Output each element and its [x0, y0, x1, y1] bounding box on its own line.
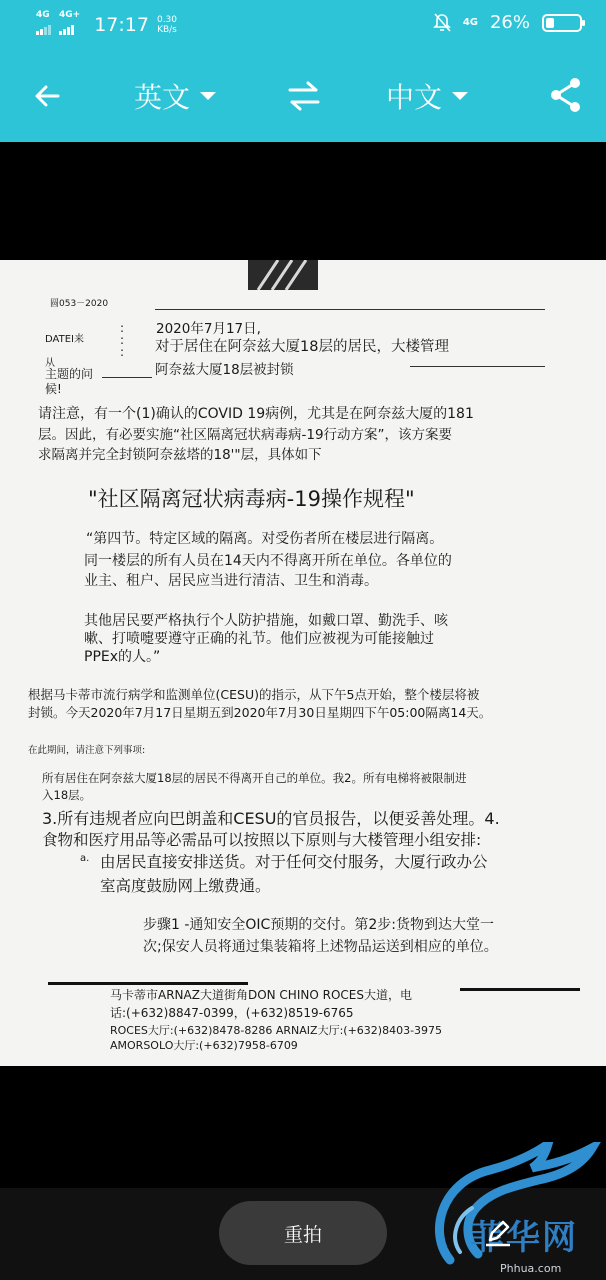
quote-line-4: 其他居民要严格执行个人防护措施，如戴口罩、勤洗手、咳 — [84, 613, 448, 629]
status-right — [433, 12, 582, 33]
back-arrow-icon[interactable] — [28, 76, 68, 116]
reference-number: 圆053－2020 — [50, 299, 109, 309]
translate-toolbar — [0, 48, 606, 142]
subject-label: 主题的问 — [45, 367, 94, 381]
quote-line-6: PPEx的人。” — [84, 649, 161, 665]
document-heading: "社区隔离冠状病毒病-19操作规程" — [88, 487, 415, 511]
quote-line-5: 嗽、打喷嚏要遵守正确的礼节。他们应被视为可能接触过 — [84, 631, 434, 647]
sub-a-marker: a. — [80, 853, 90, 864]
period-note: 在此期间，请注意下列事项: — [28, 745, 146, 756]
cesu-line-2: 封锁。今天2020年7月17日星期五到2020年7月30日星期四下午05:00隔离14天。 — [28, 705, 492, 720]
subject-value: 阿奈兹大厦18层被封锁 — [155, 362, 294, 378]
chevron-down-icon — [452, 92, 468, 100]
item3-line-2: 食物和医疗用品等必需品可以按照以下原则与大楼管理小组安排: — [42, 831, 482, 849]
subject-label-cont: 候! — [45, 382, 62, 396]
divider — [155, 309, 545, 310]
signal-2 — [59, 10, 80, 39]
battery-fill — [546, 18, 554, 28]
divider — [410, 366, 545, 367]
share-icon[interactable] — [548, 76, 584, 114]
intro-line-3: 求隔离并完全封锁阿奈兹塔的18'"层，具体如下 — [38, 447, 322, 463]
status-bar — [0, 0, 606, 48]
step-line-1: 步骤1 -通知安全OIC预期的交付。第2步:货物到达大堂一 — [143, 917, 494, 933]
divider — [102, 377, 152, 378]
footer-rule — [48, 982, 248, 985]
network-speed — [157, 15, 177, 35]
quote-line-1: “第四节。特定区域的隔离。对受伤者所在楼层进行隔离。 — [86, 531, 444, 547]
footer-phone: 话:(+632)8847-0399，(+632)8519-6765 — [110, 1006, 354, 1020]
source-language-select[interactable] — [134, 76, 216, 116]
cesu-line-1: 根据马卡蒂市流行病学和监测单位(CESU)的指示，从下午5点开始，整个楼层将被 — [28, 687, 480, 702]
chevron-down-icon — [200, 92, 216, 100]
date-value: 2020年7月17日, — [156, 321, 261, 337]
battery-icon — [542, 14, 582, 32]
signal-1 — [36, 10, 51, 39]
retake-label: 重拍 — [283, 1223, 322, 1246]
speed-value: 0.30 — [156, 14, 178, 25]
swap-languages-icon[interactable] — [284, 78, 324, 114]
logo — [248, 260, 318, 290]
footer-rule — [460, 988, 580, 991]
quote-line-2: 同一楼层的所有人员在14天内不得离开所在单位。各单位的 — [84, 553, 452, 569]
target-language-label: 中文 — [386, 81, 443, 114]
footer-address: 马卡蒂市ARNAZ大道街角DON CHINO ROCES大道，电 — [110, 988, 412, 1002]
source-language-label: 英文 — [134, 81, 191, 114]
status-left — [36, 10, 177, 39]
signal-bars-icon — [36, 23, 51, 35]
item1-line-2: 入18层。 — [42, 788, 92, 802]
intro-line-1: 请注意，有一个(1)确认的COVID 19病例，尤其是在阿奈兹大厦的181 — [38, 406, 474, 422]
to-value: 对于居住在阿奈兹大厦18层的居民，大楼管理 — [155, 339, 449, 355]
intro-line-2: 层。因此，有必要实施“社区隔离冠状病毒病-19行动方案”，该方案要 — [38, 427, 453, 443]
colon-marks: : : : — [120, 321, 125, 359]
sub-a-line-2: 室高度鼓励网上缴费通。 — [100, 877, 271, 895]
item3-line-1: 3.所有违规者应向巴朗盖和CESU的官员报告，以便妥善处理。4. — [42, 809, 500, 828]
edit-icon[interactable] — [480, 1214, 516, 1250]
mute-bell-icon — [433, 13, 451, 33]
date-label: DATEI来 — [45, 334, 84, 345]
quote-line-3: 业主、租户、居民应当进行清洁、卫生和消毒。 — [84, 573, 378, 589]
step-line-2: 次;保安人员将通过集装箱将上述物品运送到相应的单位。 — [143, 939, 498, 955]
footer-amorsolo: AMORSOLO大厅:(+632)7958-6709 — [110, 1039, 298, 1052]
footer-roces: ROCES大厅:(+632)8478-8286 ARNAIZ大厅:(+632)8403-3975 — [110, 1024, 443, 1037]
network-type-3: 4G — [462, 16, 478, 28]
clock: 17:17 — [94, 13, 149, 36]
from-label: 从 — [45, 358, 55, 369]
speed-unit: KB/s — [157, 24, 177, 35]
watermark-brand: 菲华网 — [470, 1218, 578, 1258]
signal-bars-icon — [59, 23, 74, 35]
network-type-1: 4G — [36, 10, 50, 20]
item1-line-1: 所有居住在阿奈兹大厦18层的居民不得离开自己的单位。我2。所有电梯将被限制进 — [42, 771, 467, 785]
watermark-url: Phhua.com — [500, 1262, 562, 1275]
sub-a-line-1: 由居民直接安排送货。对于任何交付服务，大厦行政办公 — [100, 853, 488, 871]
document-photo — [0, 260, 606, 1066]
network-type-2: 4G+ — [59, 10, 81, 20]
target-language-select[interactable] — [386, 76, 468, 116]
battery-percent: 26% — [489, 12, 530, 33]
retake-button[interactable] — [219, 1201, 387, 1265]
